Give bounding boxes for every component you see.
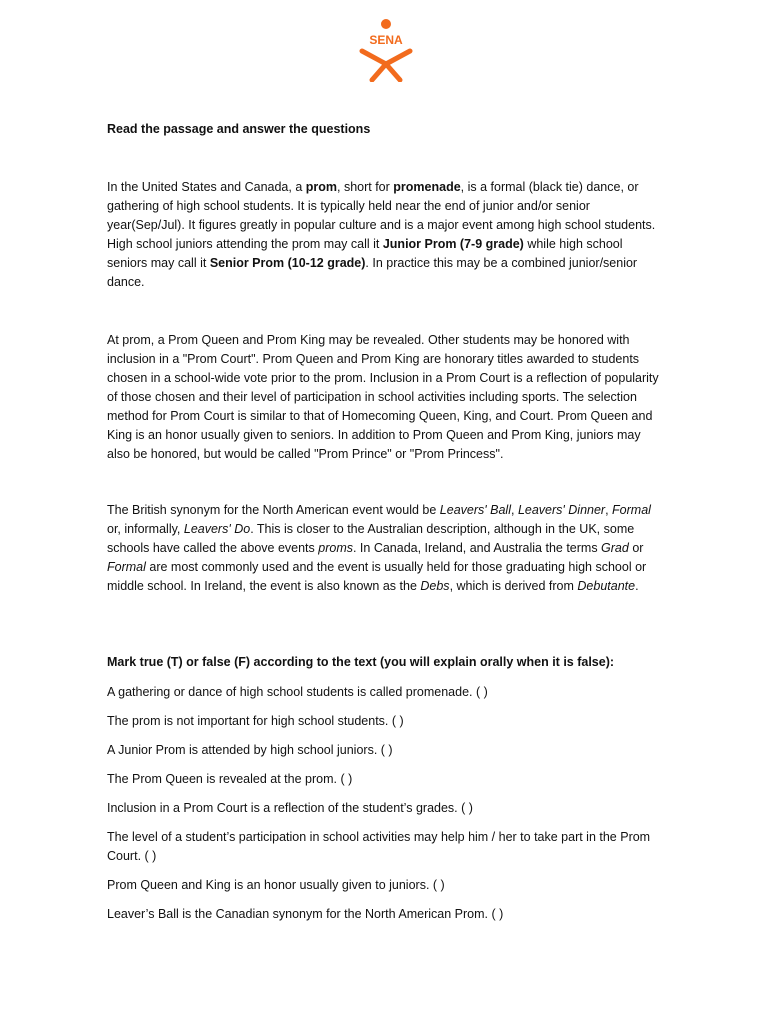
question-item: A gathering or dance of high school students is called promenade. ( ): [107, 685, 488, 699]
question-item: Leaver’s Ball is the Canadian synonym for the North American Prom. ( ): [107, 907, 504, 921]
passage-paragraph-3: The British synonym for the North American event would be Leavers' Ball, Leavers' Dinner, Formal or, informally, Leavers' Do. This is closer to the Australian description, although in the UK, some schools have called the above events proms. In Canada, Ireland, and Australia the terms Grad or Formal are most commonly used and the event is usually held for those graduating high school or middle school. In Ireland, the event is also known as the Debs, which is derived from Debutante.: [107, 503, 651, 593]
question-item: The level of a student’s participation in school activities may help him / her to take part in the Prom Court. ( ): [107, 830, 651, 863]
passage-paragraph-1: In the United States and Canada, a prom, short for promenade, is a formal (black tie) dance, or gathering of high school students. It is typically held near the end of junior and/or senior year(Sep/Jul). It figures greatly in popular culture and is a major event among high school students. High school juniors attending the prom may call it Junior Prom (7-9 grade) while high school seniors may call it Senior Prom (10-12 grade). In practice this may be a combined junior/senior dance.: [107, 180, 656, 289]
logo-figure: [362, 51, 410, 80]
instructions-heading: Read the passage and answer the questions: [107, 122, 371, 136]
sena-logo: [358, 18, 414, 82]
logo-head: [381, 19, 391, 29]
passage-paragraph-2: At prom, a Prom Queen and Prom King may be revealed. Other students may be honored with inclusion in a "Prom Court". Prom Queen and Prom King are honorary titles awarded to students chosen in a school-wide vote prior to the prom. Inclusion in a Prom Court is a reflection of popularity of those chosen and their level of participation in school activities including sports. The selection method for Prom Court is similar to that of Homecoming Queen, King, and Court. Prom Queen and King is an honor usually given to seniors. In addition to Prom Queen and Prom King, juniors may also be honored, but would be called "Prom Prince" or "Prom Princess".: [107, 333, 659, 461]
true-false-list: [107, 683, 663, 934]
question-item: Prom Queen and King is an honor usually given to juniors. ( ): [107, 878, 445, 892]
true-false-heading: Mark true (T) or false (F) according to the text (you will explain orally when it is false):: [107, 655, 615, 669]
logo-text: SENA: [369, 33, 403, 47]
question-item: Inclusion in a Prom Court is a reflection of the student’s grades. ( ): [107, 801, 473, 815]
question-item: The prom is not important for high school students. ( ): [107, 714, 404, 728]
question-item: The Prom Queen is revealed at the prom. ( ): [107, 772, 353, 786]
question-item: A Junior Prom is attended by high school juniors. ( ): [107, 743, 393, 757]
